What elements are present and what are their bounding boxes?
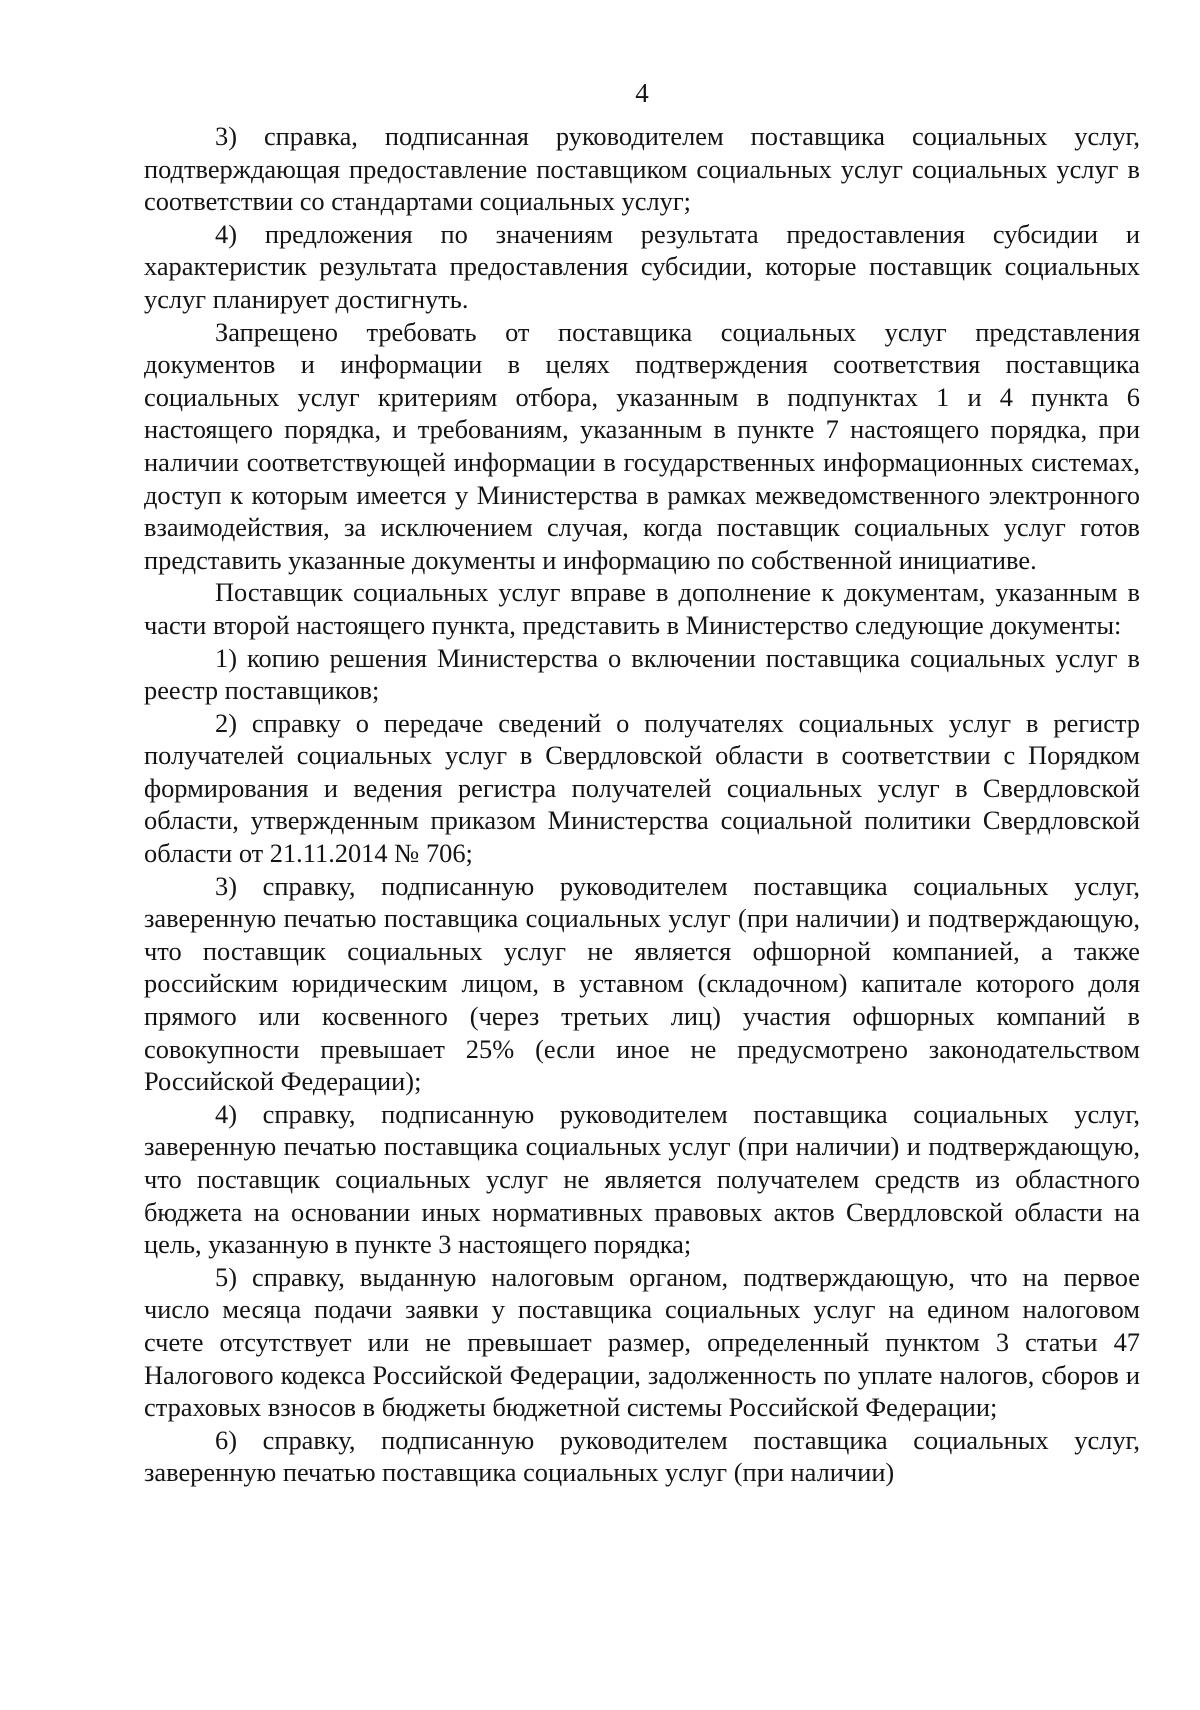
paragraph-optional-item-1: 1) копию решения Министерства о включении поставщика социальных услуг в реестр поставщиков;	[144, 642, 1140, 706]
paragraph-optional-item-2: 2) справку о передаче сведений о получателях социальных услуг в регистр получателей социальных услуг в Свердловской области в соответствии с Порядком формирования и ведения регистра получателей социальных услуг в Свердловской области, утвержденным приказом Министерства социальной политики Свердловской области от 21.11.2014 № 706;	[144, 707, 1140, 869]
paragraph-optional-item-5: 5) справку, выданную налоговым органом, подтверждающую, что на первое число месяца подачи заявки у поставщика социальных услуг на едином налоговом счете отсутствует или не превышает размер, определенный пунктом 3 статьи 47 Налогового кодекса Российской Федерации, задолженность по уплате налогов, сборов и страховых взносов в бюджеты бюджетной системы Российской Федерации;	[144, 1261, 1140, 1423]
paragraph-optional-item-6: 6) справку, подписанную руководителем поставщика социальных услуг, заверенную печатью поставщика социальных услуг (при наличии)	[144, 1424, 1140, 1488]
paragraph-item-4-proposals: 4) предложения по значениям результата предоставления субсидии и характеристик результата предоставления субсидии, которые поставщик социальных услуг планирует достигнуть.	[144, 218, 1140, 314]
page-number: 4	[635, 78, 649, 108]
paragraph-optional-item-3: 3) справку, подписанную руководителем поставщика социальных услуг, заверенную печатью поставщика социальных услуг (при наличии) и подтверждающую, что поставщик социальных услуг не является офшорной компанией, а также российским юридическим лицом, в уставном (складочном) капитале которого доля прямого или косвенного (через третьих лиц) участия офшорных компаний в совокупности превышает 25% (если иное не предусмотрено законодательством Российской Федерации);	[144, 870, 1140, 1097]
paragraph-prohibition: Запрещено требовать от поставщика социальных услуг представления документов и информации в целях подтверждения соответствия поставщика социальных услуг критериям отбора, указанным в подпунктах 1 и 4 пункта 6 настоящего порядка, и требованиям, указанным в пункте 7 настоящего порядка, при наличии соответствующей информации в государственных информационных системах, доступ к которым имеется у Министерства в рамках межведомственного электронного взаимодействия, за исключением случая, когда поставщик социальных услуг готов представить указанные документы и информацию по собственной инициативе.	[144, 316, 1140, 575]
paragraph-optional-documents-intro: Поставщик социальных услуг вправе в дополнение к документам, указанным в части второй настоящего пункта, представить в Министерство следующие документы:	[144, 577, 1140, 640]
paragraph-item-3-certificate: 3) справка, подписанная руководителем поставщика социальных услуг, подтверждающая предоставление поставщиком социальных услуг социальных услуг в соответствии со стандартами социальных услуг;	[144, 121, 1140, 217]
paragraph-optional-item-4: 4) справку, подписанную руководителем поставщика социальных услуг, заверенную печатью поставщика социальных услуг (при наличии) и подтверждающую, что поставщик социальных услуг не является получателем средств из областного бюджета на основании иных нормативных правовых актов Свердловской области на цель, указанную в пункте 3 настоящего порядка;	[144, 1098, 1140, 1260]
document-body	[144, 120, 1140, 1489]
